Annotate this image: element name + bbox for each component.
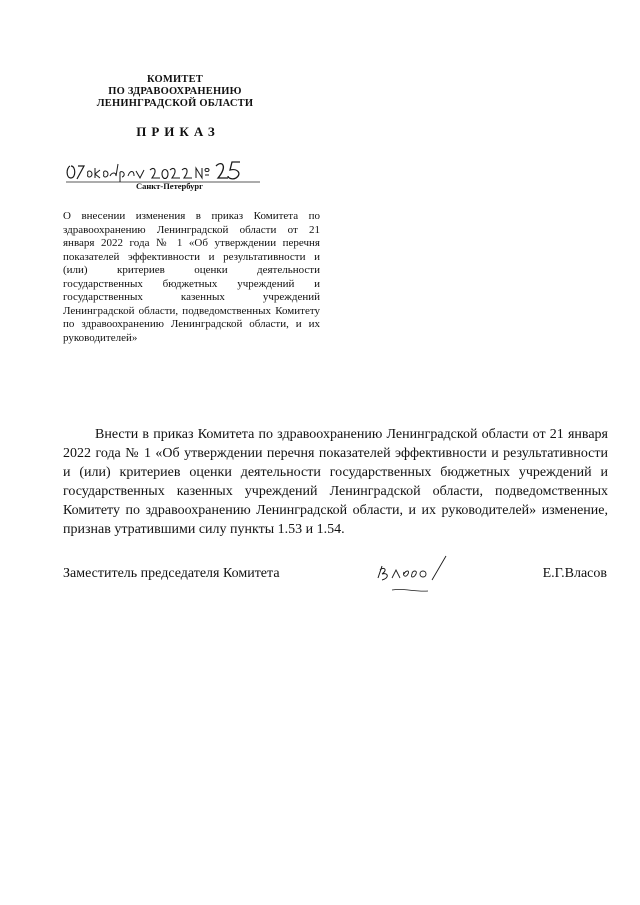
signatory-title: Заместитель председателя Комитета <box>63 566 280 581</box>
signature-image <box>370 550 460 598</box>
order-body: Внести в приказ Комитета по здравоохранению Ленинградской области от 21 января 2022 года № 1 «Об утверждении перечня показателей эффективности и результативности и (или) критериев оценки деятельности государственных бюджетных учреждений и государственных казенных учреждений Ленинградской области, подведомственных Комитету по здравоохранению Ленинградской области, и их руководителей» изменение, признав утратившими силу пункты 1.53 и 1.54. <box>63 427 608 537</box>
signatory-name: Е.Г.Власов <box>542 566 607 581</box>
order-subject: О внесении изменения в приказ Комитета по здравоохранению Ленинградской области от 21 января 2022 года № 1 «Об утверждении перечня показателей эффективности и результативности и (или) критериев оценки деятельности государственных бюджетных учреждений и государственных казенных учреждений Ленинградской области, подведомственных Комитету по здравоохранению Ленинградской области, и их руководителей» <box>63 210 320 344</box>
city-label: Санкт-Петербург <box>136 181 204 191</box>
header-line-3: ЛЕНИНГРАДСКОЙ ОБЛАСТИ <box>96 98 254 109</box>
header-line-1: КОМИТЕТ <box>146 74 203 85</box>
handwritten-signature <box>370 550 460 598</box>
document-type: ПРИКАЗ <box>136 124 220 139</box>
organization-header <box>90 74 260 110</box>
header-line-2: ПО ЗДРАВООХРАНЕНИЮ <box>108 86 242 97</box>
